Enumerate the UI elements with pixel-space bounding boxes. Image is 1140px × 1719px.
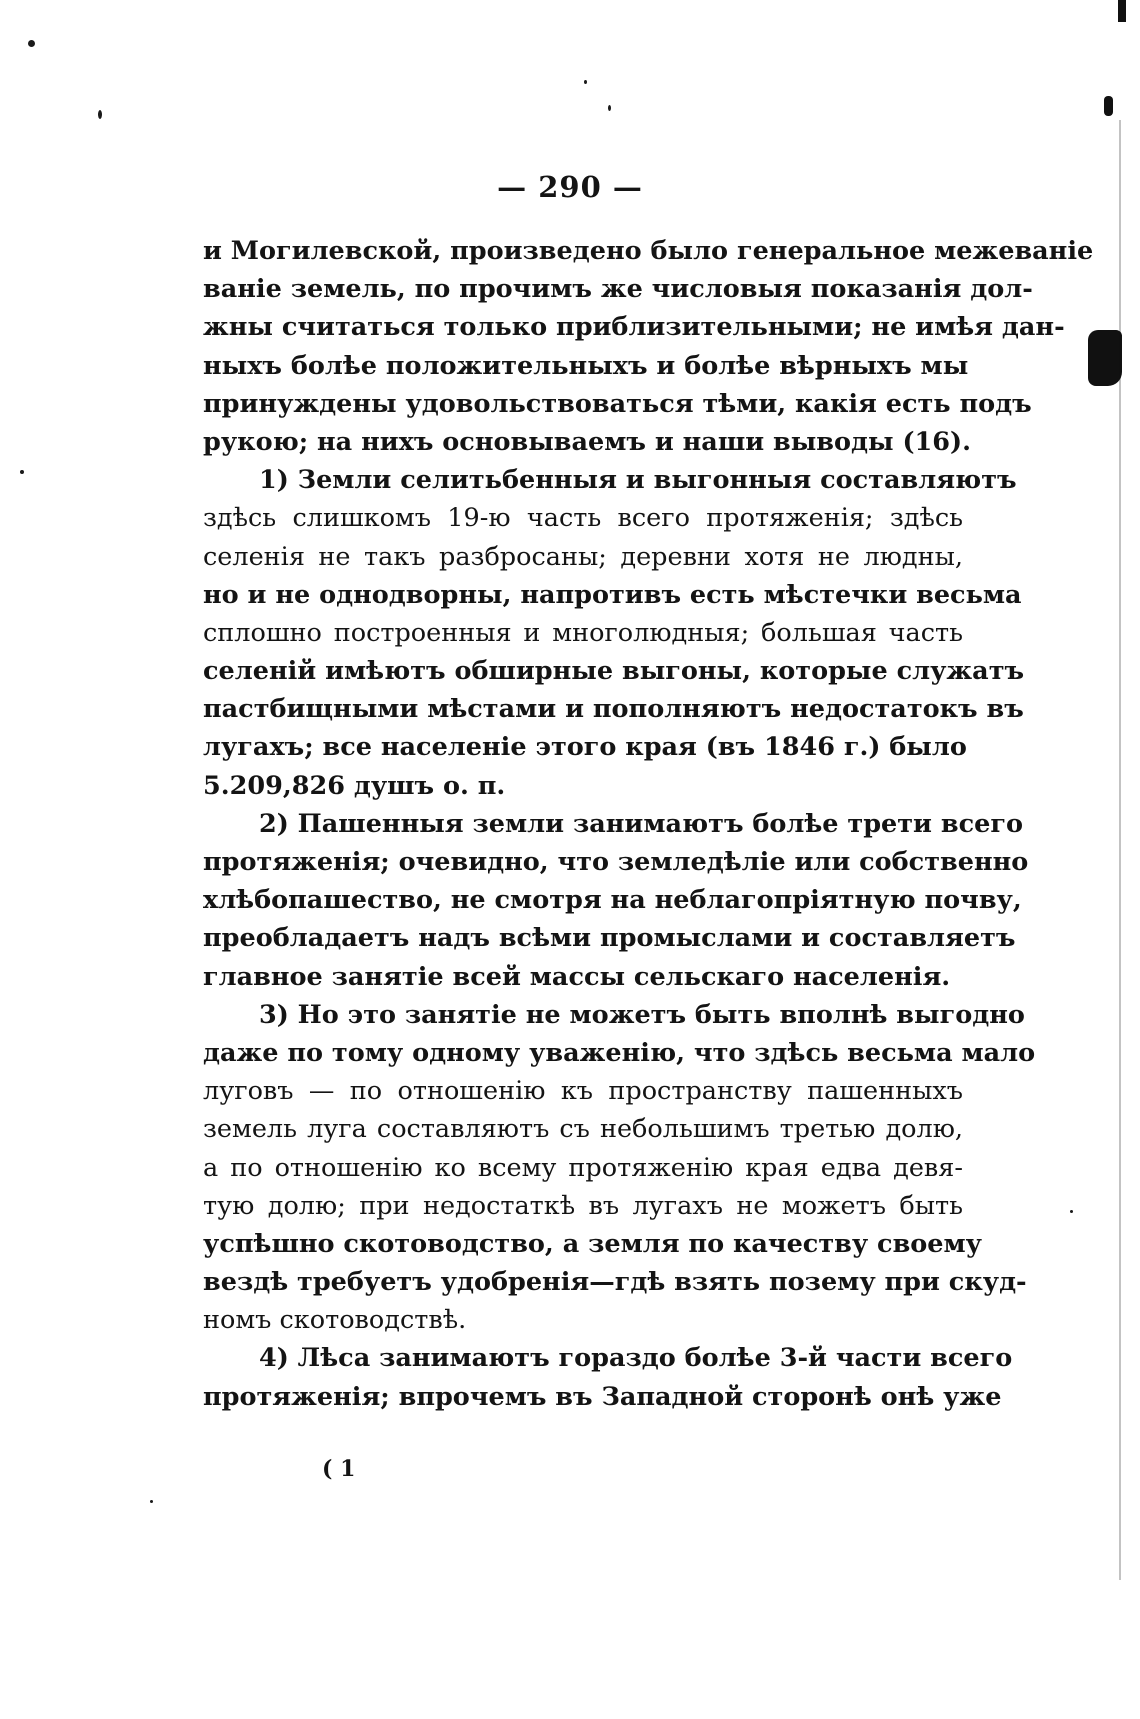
text-line: 5.209,826 душъ о. п. bbox=[203, 770, 506, 801]
text-line: вездѣ требуетъ удобренiя—гдѣ взять позему при скуд- bbox=[203, 1267, 1027, 1298]
text-line: а по отношенiю ко всему протяженiю края едва девя- bbox=[203, 1152, 963, 1183]
text-line: даже по тому одному уваженiю, что здѣсь весьма мало bbox=[203, 1037, 1036, 1068]
text-line: селенiй имѣютъ обширные выгоны, которые служатъ bbox=[203, 656, 1025, 687]
text-line: успѣшно скотоводство, а земля по качеству своему bbox=[203, 1228, 983, 1259]
text-line: преобладаетъ надъ всѣми промыслами и составляетъ bbox=[203, 923, 1016, 954]
text-line: 2) Пашенныя земли занимаютъ болѣе трети всего bbox=[259, 808, 1023, 839]
text-line: главное занятiе всей массы сельскаго населенiя. bbox=[203, 961, 951, 992]
text-line: жны считаться только приблизительными; не имѣя дан- bbox=[203, 312, 1065, 343]
scan-speck bbox=[150, 1500, 153, 1503]
text-line: хлѣбопашество, не смотря на неблагопрiятную почву, bbox=[203, 885, 1022, 916]
text-line: земель луга составляютъ съ небольшимъ третью долю, bbox=[203, 1114, 963, 1145]
text-line: но и не однодворны, напротивъ есть мѣстечки весьма bbox=[203, 579, 1022, 610]
scan-edge-blot bbox=[1118, 0, 1126, 22]
text-line: рукою; на нихъ основываемъ и наши выводы (16). bbox=[203, 426, 971, 457]
text-line: протяженiя; очевидно, что земледѣлiе или собственно bbox=[203, 847, 1029, 877]
text-line: ныхъ болѣе положительныхъ и болѣе вѣрныхъ мы bbox=[203, 350, 969, 381]
scan-speck bbox=[98, 110, 102, 119]
scan-speck bbox=[608, 105, 611, 111]
scan-edge-blot bbox=[1088, 330, 1122, 386]
text-line: пастбищными мѣстами и пополняютъ недостатокъ въ bbox=[203, 694, 1024, 725]
text-line: 4) Лѣса занимаютъ гораздо болѣе 3-й части всего bbox=[259, 1343, 1013, 1374]
text-line: протяженiя; впрочемъ въ Западной сторонѣ онѣ уже bbox=[203, 1381, 1002, 1412]
text-line: 1) Земли селитьбенныя и выгонныя составляютъ bbox=[259, 465, 1017, 496]
body-text bbox=[203, 232, 1094, 1416]
scan-speck bbox=[28, 40, 35, 47]
scan-edge-blot bbox=[1119, 120, 1121, 1580]
scan-speck bbox=[20, 470, 24, 474]
scan-speck bbox=[1070, 1210, 1073, 1213]
text-line: тую долю; при недостаткѣ въ лугахъ не можетъ быть bbox=[203, 1190, 963, 1221]
footer-mark: ( 1 bbox=[322, 1456, 356, 1482]
text-line: лугахъ; все населенiе этого края (въ 1846 г.) было bbox=[203, 732, 967, 763]
text-line: и Могилевской, произведено было генеральное межеванiе bbox=[203, 236, 1094, 266]
text-line: сплошно построенныя и многолюдныя; большая часть bbox=[203, 617, 963, 648]
text-line: номъ скотоводствѣ. bbox=[203, 1305, 467, 1336]
text-line: луговъ — по отношенiю къ пространству пашенныхъ bbox=[203, 1076, 963, 1107]
scan-edge-blot bbox=[1104, 96, 1113, 116]
scan-speck bbox=[584, 80, 587, 84]
page-number: — 290 — bbox=[497, 170, 643, 204]
text-line: 3) Но это занятiе не можетъ быть вполнѣ выгодно bbox=[259, 999, 1025, 1030]
text-line: здѣсь слишкомъ 19-ю часть всего протяженiя; здѣсь bbox=[203, 503, 963, 534]
text-line: селенiя не такъ разбросаны; деревни хотя не людны, bbox=[203, 541, 963, 572]
text-line: принуждены удовольствоваться тѣми, какiя есть подъ bbox=[203, 388, 1032, 419]
text-line: ванiе земель, по прочимъ же числовыя показанiя дол- bbox=[203, 274, 1033, 305]
